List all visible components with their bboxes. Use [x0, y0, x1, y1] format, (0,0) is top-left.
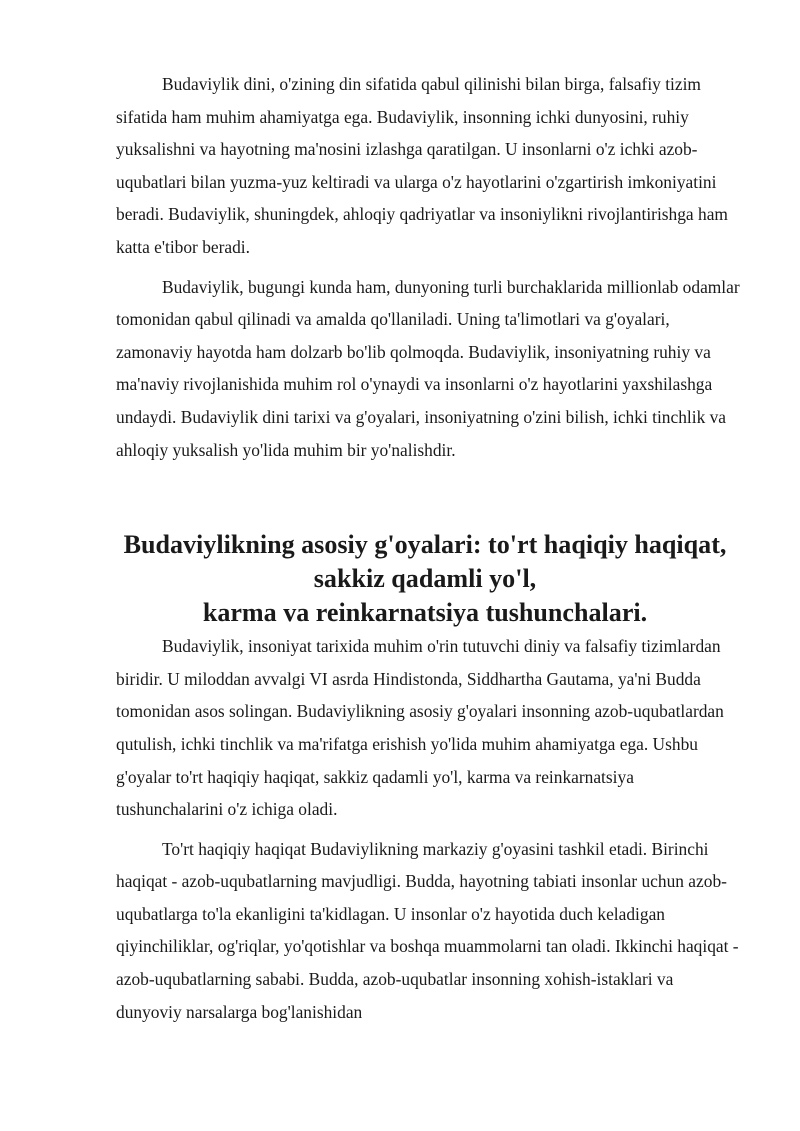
section-heading-line-1: Budaviylikning asosiy g'oyalari: to'rt haqiqiy haqiqat, sakkiz qadamli yo'l, — [123, 530, 727, 594]
paragraph: Budaviylik, bugungi kunda ham, dunyoning turli burchaklarida millionlab odamlar tomonidan qabul qilinadi va amalda qo'llaniladi. Uning ta'limotlari va g'oyalari, zamonaviy hayotda ham dolzarb bo'lib qolmoqda. Budaviylik, insoniyatning ruhiy va ma'naviy rivojlanishida muhim rol o'ynaydi va insonlarni o'z hayotlarini yaxshilashga undaydi. Budaviylik dini tarixi va g'oyalari, insoniyatning o'zini bilish, ichki tinchlik va ahloqiy yuksalish yo'lida muhim bir yo'nalishdir. — [116, 276, 740, 460]
section-heading — [108, 528, 742, 630]
paragraph: Budaviylik dini, o'zining din sifatida qabul qilinishi bilan birga, falsafiy tizim sifatida ham muhim ahamiyatga ega. Budaviylik, insonning ichki dunyosini, ruhiy yuksalishni va hayotning ma'nosini izlashga qaratilgan. U insonlarni o'z ichki azob-uqubatlari bilan yuzma-yuz keltiradi va ularga o'z hayotlarini o'zgartirish imkoniyatini beradi. Budaviylik, shuningdek, ahloqiy qadriyatlar va insoniylikni rivojlantirishga ham katta e'tibor beradi. — [116, 74, 728, 257]
paragraph: Budaviylik, insoniyat tarixida muhim o'rin tutuvchi diniy va falsafiy tizimlardan biridir. U miloddan avvalgi VI asrda Hindistonda, Siddhartha Gautama, ya'ni Budda tomonidan asos solingan. Budaviylikning asosiy g'oyalari insonning azob-uqubatlardan qutulish, ichki tinchlik va ma'rifatga erishish yo'lida muhim ahamiyatga ega. Ushbu g'oyalar to'rt haqiqiy haqiqat, sakkiz qadamli yo'l, karma va reinkarnatsiya tushunchalarini o'z ichiga oladi. — [116, 636, 724, 820]
paragraph: To'rt haqiqiy haqiqat Budaviylikning markaziy g'oyasini tashkil etadi. Birinchi haqiqat - azob-uqubatlarning mavjudligi. Budda, hayotning tabiati insonlar uchun azob-uqubatlarga to'la ekanligini ta'kidlagan. U insonlar o'z hayotida duch keladigan qiyinchiliklar, og'riqlar, yo'qotishlar va boshqa muammolarni tan oladi. Ikkinchi haqiqat - azob-uqubatlarning sababi. Budda, azob-uqubatlar insonning xohish-istaklari va dunyoviy narsalarga bog'lanishidan — [116, 838, 739, 1022]
section-spacer — [116, 466, 742, 528]
section-heading-line-2: karma va reinkarnatsiya tushunchalari. — [202, 598, 648, 628]
